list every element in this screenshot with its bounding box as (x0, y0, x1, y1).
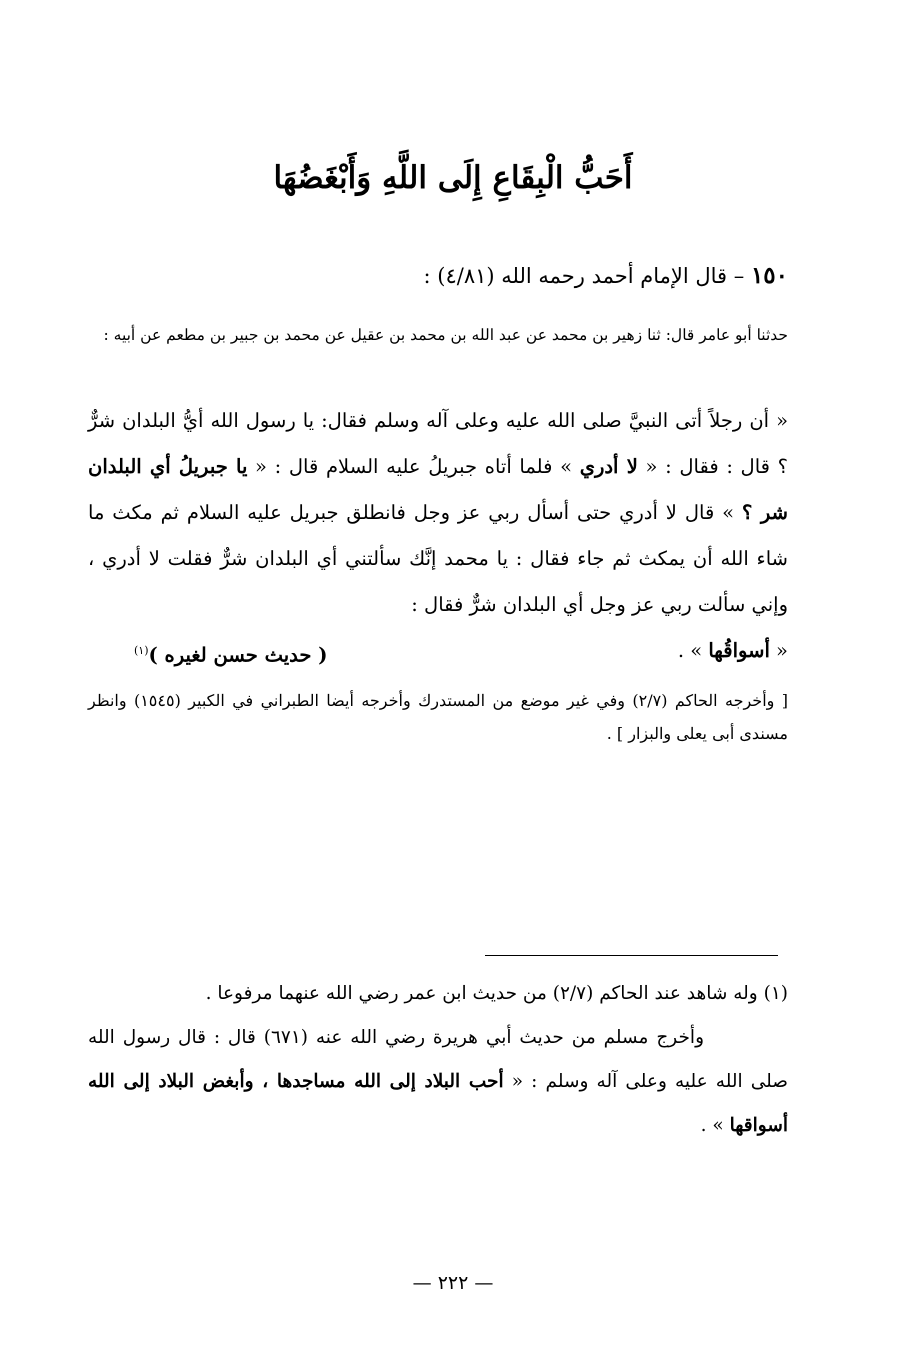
footnote-bold: أحب البلاد إلى الله مساجدها ، وأبغض البلاد إلى الله أسواقها (88, 1071, 788, 1136)
matn-text-1: « أن رجلاً أتى النبيَّ صلى الله عليه وعلى آله وسلم فقال: يا رسول الله أيُّ البلدان شرٌّ ؟ قال : فقال : « (88, 409, 788, 478)
hadith-matn (88, 398, 788, 679)
footnote-separator (485, 955, 778, 956)
hadith-heading (88, 262, 788, 289)
page-number: — ٢٢٢ — (412, 1272, 494, 1294)
hadith-number: ١٥٠ (750, 262, 788, 289)
footnote-text-1: وله شاهد عند الحاكم (٢/٧) من حديث ابن عمر رضي الله عنهما مرفوعا . (205, 983, 758, 1004)
matn-bold-3: أسواقُها (708, 639, 770, 662)
hadith-intro: قال الإمام أحمد رحمه الله (٤/٨١) : (423, 264, 728, 288)
hadith-isnad: حدثنا أبو عامر قال: ثنا زهير بن محمد عن عبد الله بن محمد بن عقيل عن محمد بن جبير بن مطعم عن أبيه : (103, 326, 788, 344)
matn-text-3: » قال لا أدري حتى أسأل ربي عز وجل فانطلق جبريل عليه السلام ثم مكث ما شاء الله أن يمكث ثم جاء فقال : يا محمد إنَّك سألتني أي البلدان شرٌّ فقلت لا أدري ، وإني سألت ربي عز وجل أي البلدان شرٌّ فقال : (88, 501, 788, 616)
footnote-close: » . (700, 1115, 730, 1136)
matn-ending (678, 628, 788, 679)
footnote-ref: (١) (134, 644, 149, 657)
hadith-grade: ( حديث حسن لغيره ) (148, 643, 328, 667)
footnote (88, 972, 788, 1148)
matn-bold-2: يا جبريلُ أي البلدان شر ؟ (88, 455, 788, 524)
footnote-para-2 (88, 1016, 846, 1148)
footnote-text-2: وأخرج مسلم من حديث أبي هريرة رضي الله عنه (٦٧١) قال : قال رسول الله صلى الله عليه وعلى آله وسلم : « (88, 1027, 788, 1092)
footnote-marker: (١) (763, 983, 788, 1004)
matn-bold-1: لا أدري (579, 455, 638, 478)
quote-open: « (769, 639, 788, 662)
chapter-title: أَحَبُّ الْبِقَاعِ إِلَى اللَّهِ وَأَبْغَضُهَا (273, 160, 633, 196)
matn-last-line (88, 628, 788, 679)
heading-dash: – (733, 264, 745, 288)
matn-text-2: » فلما أتاه جبريلُ عليه السلام قال : « (247, 455, 580, 478)
takhrij-note: [ وأخرجه الحاكم (٢/٧) وفي غير موضع من المستدرك وأخرجه أيضا الطبراني في الكبير (١٥٤٥) وانظر مسندى أبى يعلى والبزار ] . (88, 691, 788, 743)
footnote-line-1 (88, 972, 788, 1016)
quote-close: » . (677, 639, 709, 662)
hadith-grade-wrap (134, 628, 328, 679)
